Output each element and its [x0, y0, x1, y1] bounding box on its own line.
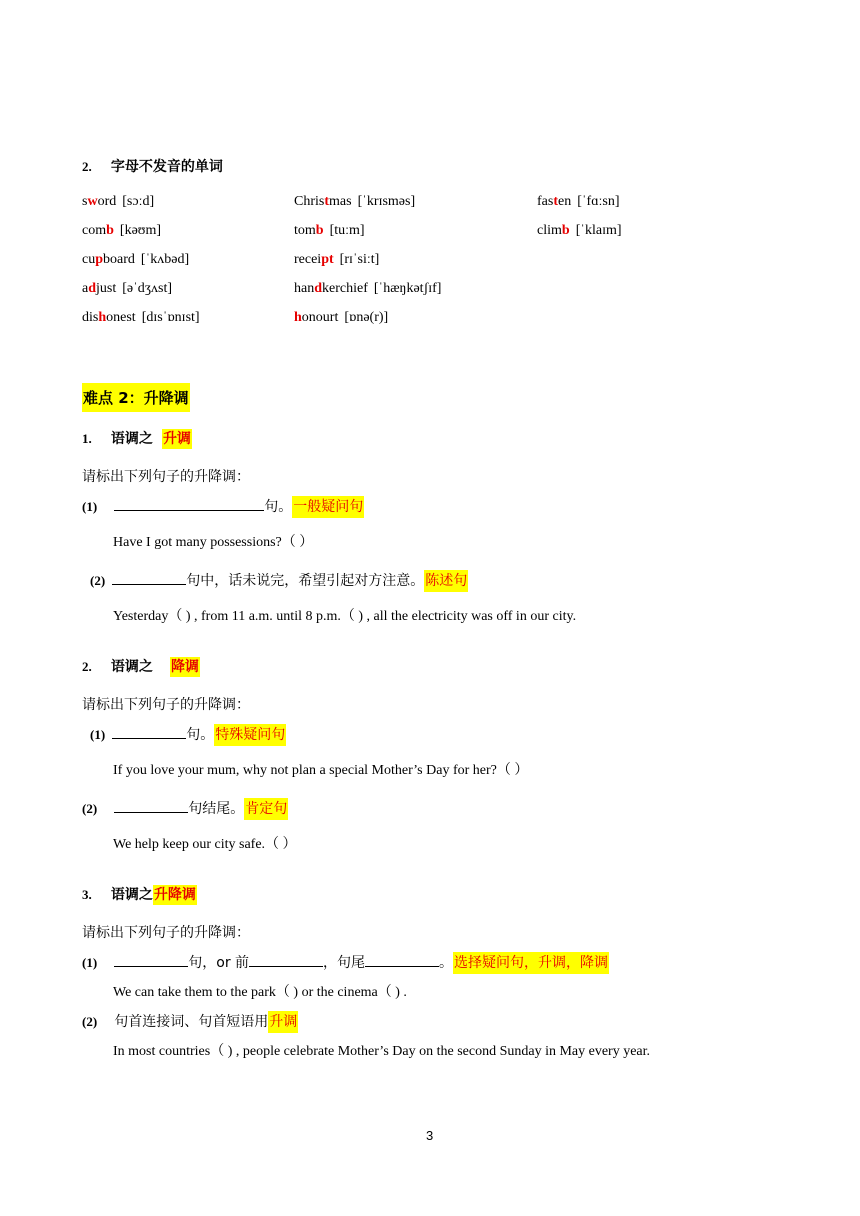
part2-item2-example: We help keep our city safe.（ ） — [113, 837, 297, 852]
part1-heading — [82, 428, 192, 448]
phonetic-transcription: [ˈkʌbəd] — [140, 252, 190, 267]
word-entry — [82, 252, 189, 268]
part1-title: 语调之 — [110, 431, 153, 447]
item-text: ，句尾 — [323, 955, 366, 971]
phonetic-transcription: [ˈkrɪsməs] — [357, 194, 416, 209]
part2-number: 2. — [82, 659, 92, 674]
word-text: en — [558, 194, 572, 209]
word-text: mas — [329, 194, 352, 209]
phonetic-transcription: [ˈhæŋkətʃɪf] — [373, 281, 442, 296]
phonetic-transcription: [ɒnə(r)] — [344, 310, 389, 325]
item-highlight: 一般疑问句 — [292, 496, 364, 518]
item-text: 句。 — [186, 727, 215, 743]
word-entry — [294, 223, 365, 239]
word-text: board — [103, 252, 135, 267]
answer-blank[interactable] — [114, 496, 264, 511]
page-number: 3 — [426, 1128, 434, 1143]
silent-letter: b — [315, 223, 324, 238]
part3-number: 3. — [82, 887, 92, 902]
word-text: recei — [294, 252, 322, 267]
part3-instruction: 请标出下列句子的升降调： — [82, 925, 250, 941]
answer-blank[interactable] — [112, 724, 186, 739]
word-text: han — [294, 281, 315, 296]
part1-item1 — [82, 496, 364, 516]
word-text: s — [82, 194, 88, 209]
word-entry — [294, 310, 388, 326]
section-heading — [82, 156, 223, 176]
word-entry — [82, 194, 154, 210]
answer-blank[interactable] — [249, 952, 323, 967]
part1-number: 1. — [82, 431, 92, 446]
part1-item2-example: Yesterday（ ) , from 11 a.m. until 8 p.m.（ ) , all the electricity was off in our city. — [113, 609, 577, 624]
item-number: (1) — [90, 727, 106, 742]
word-entry — [537, 223, 622, 239]
silent-letter: b — [561, 223, 570, 238]
item-text: 句结尾。 — [188, 801, 245, 817]
word-text: com — [82, 223, 107, 238]
word-entry — [294, 194, 415, 210]
item-text: 句中，话未说完，希望引起对方注意。 — [186, 573, 425, 589]
part2-item2 — [82, 798, 288, 818]
silent-letter: t — [553, 194, 558, 209]
silent-letter: h — [98, 310, 107, 325]
phonetic-transcription: [tuːm] — [329, 223, 365, 238]
word-text: clim — [537, 223, 562, 238]
word-text: onest — [106, 310, 136, 325]
difficulty-heading: 难点 2：升降调 — [82, 383, 190, 412]
part1-item1-example: Have I got many possessions?（ ） — [113, 535, 314, 550]
word-text: dis — [82, 310, 99, 325]
word-text: fas — [537, 194, 554, 209]
section-title: 字母不发音的单词 — [110, 159, 223, 175]
item-number: (2) — [90, 573, 106, 588]
item-number: (2) — [82, 1014, 98, 1029]
item-highlight: 陈述句 — [424, 570, 468, 592]
answer-blank[interactable] — [365, 952, 439, 967]
silent-letter: p — [95, 252, 104, 267]
item-highlight: 特殊疑问句 — [214, 724, 286, 746]
item-text: 句，or 前 — [188, 955, 250, 971]
item-number: (2) — [82, 801, 98, 816]
part2-heading — [82, 656, 200, 676]
word-text: cu — [82, 252, 96, 267]
part2-item1-example: If you love your mum, why not plan a special Mother’s Day for her?（ ） — [113, 763, 529, 778]
item-number: (1) — [82, 955, 98, 970]
silent-letter: d — [314, 281, 323, 296]
word-text: a — [82, 281, 89, 296]
word-text: tom — [294, 223, 316, 238]
answer-blank[interactable] — [114, 952, 188, 967]
word-text: onourt — [301, 310, 339, 325]
phonetic-transcription: [ˈfɑːsn] — [577, 194, 620, 209]
word-entry — [294, 281, 441, 297]
phonetic-transcription: [kəʊm] — [119, 223, 162, 238]
item-highlight: 选择疑问句，升调，降调 — [453, 952, 609, 974]
part3-title-highlight: 升降调 — [153, 887, 196, 903]
word-entry — [82, 223, 161, 239]
item-text: 。 — [439, 955, 454, 971]
part3-item1-example: We can take them to the park（ ) or the cinema（ ) . — [113, 985, 407, 1000]
item-highlight: 肯定句 — [244, 798, 288, 820]
part3-item1 — [82, 952, 609, 972]
silent-letter: pt — [321, 252, 334, 267]
answer-blank[interactable] — [114, 798, 188, 813]
part1-title-highlight: 升调 — [162, 431, 191, 447]
part2-instruction: 请标出下列句子的升降调： — [82, 697, 250, 713]
word-entry — [537, 194, 620, 210]
phonetic-transcription: [rɪˈsiːt] — [339, 252, 380, 267]
part2-item1 — [90, 724, 286, 744]
word-entry — [82, 281, 172, 297]
part3-item2 — [82, 1011, 298, 1031]
part3-item2-example: In most countries（ ) , people celebrate Mother’s Day on the second Sunday in May every year. — [113, 1044, 651, 1059]
answer-blank[interactable] — [112, 570, 186, 585]
item-highlight: 升调 — [268, 1011, 298, 1033]
word-text: just — [96, 281, 117, 296]
word-text: Chris — [294, 194, 325, 209]
silent-letter: h — [294, 310, 302, 325]
word-text: kerchief — [322, 281, 368, 296]
phonetic-transcription: [dɪsˈɒnɪst] — [141, 310, 200, 325]
part1-item2 — [90, 570, 468, 590]
item-text: 句。 — [264, 499, 293, 515]
part3-title: 语调之 — [110, 887, 153, 903]
item-number: (1) — [82, 499, 98, 514]
part2-title: 语调之 — [110, 659, 153, 675]
part2-title-highlight: 降调 — [170, 659, 199, 675]
section-number: 2. — [82, 159, 92, 174]
item-text: 句首连接词、句首短语用 — [114, 1014, 269, 1030]
phonetic-transcription: [sɔːd] — [122, 194, 155, 209]
word-entry — [82, 310, 200, 326]
word-text: ord — [97, 194, 117, 209]
word-entry — [294, 252, 379, 268]
silent-letter: w — [87, 194, 98, 209]
silent-letter: b — [106, 223, 114, 238]
silent-letter: d — [88, 281, 97, 296]
phonetic-transcription: [əˈdʒʌst] — [122, 281, 173, 296]
silent-letter: t — [324, 194, 330, 209]
part3-heading — [82, 884, 197, 904]
part1-instruction: 请标出下列句子的升降调： — [82, 469, 250, 485]
phonetic-transcription: [ˈklaɪm] — [575, 223, 622, 238]
